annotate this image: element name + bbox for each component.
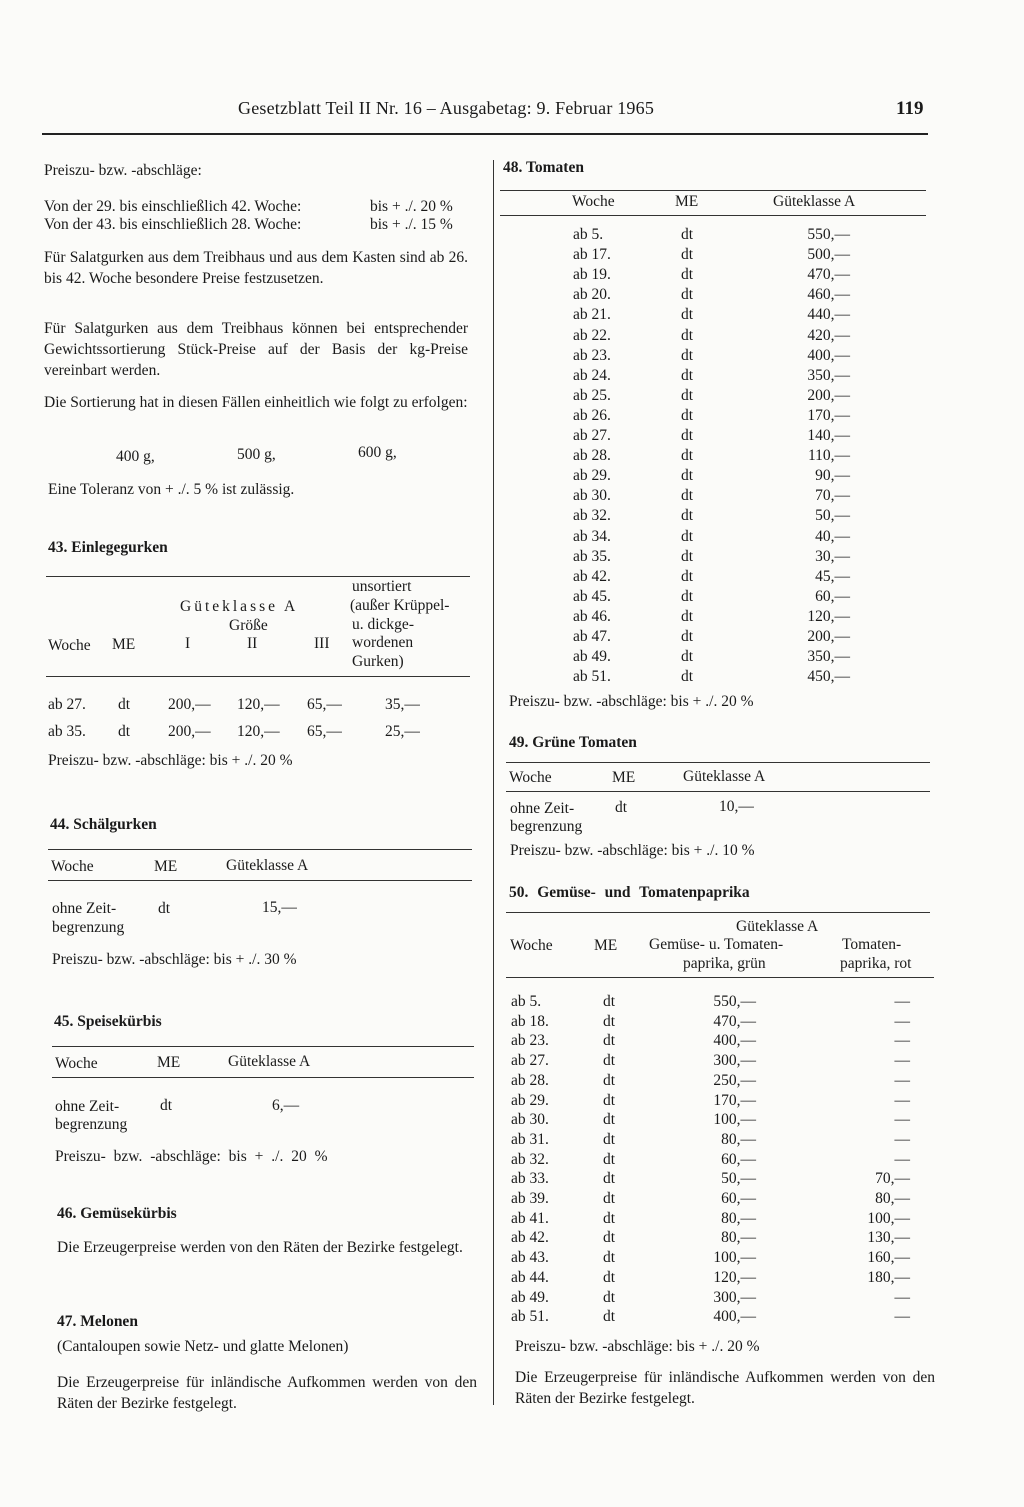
s50-text xyxy=(515,1367,935,1409)
section-43-title: 43. Einlegegurken xyxy=(48,539,168,556)
table-cell-red: — xyxy=(894,993,910,1010)
table-cell-red: 130,— xyxy=(867,1229,910,1247)
table-cell-woche: ab 49. xyxy=(573,648,611,666)
s44-header-gueteklasse: Güteklasse A xyxy=(226,857,309,874)
table-cell-red: — xyxy=(894,1071,910,1089)
table-cell-woche: ab 30. xyxy=(573,487,611,505)
table-cell-red: — xyxy=(894,1150,910,1168)
paragraph-salatgurken-1 xyxy=(44,247,468,289)
table-cell-me: dt xyxy=(603,1268,616,1286)
table-cell-woche: ab 27. xyxy=(48,696,86,713)
table-cell-value: 500,— xyxy=(807,246,850,264)
table-cell-value: 110,— xyxy=(807,447,850,465)
table-cell-me: dt xyxy=(681,266,694,284)
table-cell-value: 30,— xyxy=(815,547,850,565)
s43-header-unsortiert-5: Gurken) xyxy=(352,653,404,670)
table-rule xyxy=(48,880,472,881)
s44-row-value: 15,— xyxy=(262,899,297,916)
table-cell-me: dt xyxy=(603,1052,616,1070)
table-cell-red: 100,— xyxy=(867,1209,910,1227)
table-cell-green: 50,— xyxy=(721,1170,756,1188)
table-cell-woche: ab 49. xyxy=(511,1288,549,1306)
table-cell-unsortiert: 35,— xyxy=(385,696,420,713)
table-cell-value: 470,— xyxy=(807,266,850,284)
table-cell-me: dt xyxy=(681,447,694,465)
s48-note: Preiszu- bzw. -abschläge: bis + ./. 20 % xyxy=(509,693,754,710)
table-cell-unsortiert: 25,— xyxy=(385,723,420,740)
section-47-subtitle: (Cantaloupen sowie Netz- und glatte Melonen) xyxy=(57,1338,349,1355)
section-45-title: 45. Speisekürbis xyxy=(54,1013,162,1030)
table-cell-me: dt xyxy=(681,366,694,384)
table-cell-red: — xyxy=(894,1130,910,1148)
intro-line2-label: Von der 43. bis einschließlich 28. Woche: xyxy=(44,216,302,233)
s43-header-unsortiert-4: wordenen xyxy=(352,634,414,651)
table-cell-value: 550,— xyxy=(807,226,850,243)
table-cell-woche: ab 31. xyxy=(511,1130,549,1148)
table-cell-iii: 65,— xyxy=(307,696,342,713)
table-cell-me: dt xyxy=(681,507,694,525)
table-cell-value: 90,— xyxy=(815,467,850,485)
table-cell-woche: ab 43. xyxy=(511,1249,549,1267)
table-cell-woche: ab 32. xyxy=(573,507,611,525)
table-cell-woche: ab 45. xyxy=(573,587,611,605)
table-cell-green: 400,— xyxy=(713,1308,756,1326)
table-cell-woche: ab 29. xyxy=(511,1091,549,1109)
weight-600: 600 g, xyxy=(358,444,397,461)
table-cell-green: 170,— xyxy=(713,1091,756,1109)
table-cell-green: 550,— xyxy=(713,993,756,1010)
table-cell-woche: ab 51. xyxy=(511,1308,549,1326)
table-cell-value: 170,— xyxy=(807,406,850,424)
table-cell-value: 350,— xyxy=(807,648,850,666)
table-cell-woche: ab 34. xyxy=(573,527,611,545)
table-cell-me: dt xyxy=(681,427,694,444)
intro-block xyxy=(44,160,468,181)
table-cell-me: dt xyxy=(681,567,694,585)
table-cell-woche: ab 28. xyxy=(511,1071,549,1089)
table-cell-me: dt xyxy=(681,648,694,666)
table-cell-woche: ab 42. xyxy=(511,1229,549,1247)
table-rule xyxy=(48,849,472,850)
s44-header-me: ME xyxy=(154,858,178,875)
table-cell-red: 80,— xyxy=(875,1190,910,1207)
table-cell-me: dt xyxy=(681,527,694,545)
table-rule xyxy=(46,676,470,677)
table-cell-value: 400,— xyxy=(807,346,850,364)
page-header-title: Gesetzblatt Teil II Nr. 16 – Ausgabetag: 9. Februar 1965 xyxy=(238,98,655,118)
table-cell-me: dt xyxy=(681,246,694,264)
table-cell-green: 250,— xyxy=(713,1071,756,1089)
table-cell-woche: ab 28. xyxy=(573,447,611,465)
s44-header-woche: Woche xyxy=(51,858,94,875)
s43-header-unsortiert-2: (außer Krüppel- xyxy=(350,597,450,614)
table-cell-woche: ab 35. xyxy=(48,723,86,740)
s49-row-me: dt xyxy=(615,799,628,816)
paragraph-salatgurken-2 xyxy=(44,318,468,381)
table-rule xyxy=(506,762,930,763)
s43-note: Preiszu- bzw. -abschläge: bis + ./. 20 % xyxy=(48,752,293,769)
table-cell-value: 420,— xyxy=(807,326,850,344)
s45-header-woche: Woche xyxy=(55,1055,98,1072)
table-cell-me: dt xyxy=(681,587,694,605)
s43-header-unsortiert-1: unsortiert xyxy=(352,578,412,595)
section-50-title: 50. Gemüse- und Tomatenpaprika xyxy=(509,884,750,901)
s43-header-woche: Woche xyxy=(48,637,91,654)
s49-row-woche-1: ohne Zeit- xyxy=(510,800,575,817)
table-cell-woche: ab 23. xyxy=(511,1032,549,1050)
table-cell-me: dt xyxy=(603,1032,616,1050)
table-cell-red: — xyxy=(894,1052,910,1070)
table-cell-value: 45,— xyxy=(815,567,850,585)
table-cell-me: dt xyxy=(603,1170,616,1188)
table-cell-me: dt xyxy=(603,1130,616,1148)
paragraph-sortierung xyxy=(44,392,468,413)
weight-400: 400 g, xyxy=(116,448,155,465)
table-cell-i: 200,— xyxy=(168,723,211,740)
s43-header-gueteklasse: Güteklasse A xyxy=(180,598,299,615)
table-cell-me: dt xyxy=(603,1229,616,1247)
s49-row-value: 10,— xyxy=(719,798,754,815)
table-rule xyxy=(506,791,930,792)
table-cell-green: 80,— xyxy=(721,1209,756,1227)
table-cell-green: 300,— xyxy=(713,1052,756,1070)
table-cell-woche: ab 5. xyxy=(573,226,604,243)
table-cell-me: dt xyxy=(681,346,694,364)
table-cell-green: 400,— xyxy=(713,1032,756,1050)
s50-header-me: ME xyxy=(594,937,618,954)
s45-row-woche-1: ohne Zeit- xyxy=(55,1098,120,1115)
paragraph-text: Die Erzeugerpreise für inländische Aufkommen werden von den Räten der Bezirke festgelegt. xyxy=(57,1374,477,1412)
table-cell-me: dt xyxy=(603,1249,616,1267)
table-cell-woche: ab 44. xyxy=(511,1268,549,1286)
table-cell-green: 80,— xyxy=(721,1229,756,1247)
table-rule xyxy=(500,190,926,191)
table-cell-red: — xyxy=(894,1091,910,1109)
table-rule xyxy=(52,1046,474,1047)
table-cell-green: 80,— xyxy=(721,1130,756,1148)
section-46-text xyxy=(57,1237,477,1258)
table-cell-value: 200,— xyxy=(807,386,850,404)
table-cell-value: 120,— xyxy=(807,607,850,625)
table-cell-woche: ab 33. xyxy=(511,1170,549,1188)
section-49-title: 49. Grüne Tomaten xyxy=(509,734,637,751)
table-cell-green: 120,— xyxy=(713,1268,756,1286)
table-cell-me: dt xyxy=(681,628,694,645)
table-cell-green: 100,— xyxy=(713,1249,756,1267)
table-cell-woche: ab 32. xyxy=(511,1150,549,1168)
s49-note: Preiszu- bzw. -abschläge: bis + ./. 10 % xyxy=(510,842,755,859)
table-cell-woche: ab 46. xyxy=(573,607,611,625)
s49-header-woche: Woche xyxy=(509,769,552,786)
table-cell-green: 300,— xyxy=(713,1288,756,1306)
s50-header-red-1: Tomaten- xyxy=(842,936,902,953)
table-cell-value: 70,— xyxy=(815,487,850,505)
table-cell-value: 60,— xyxy=(815,587,850,605)
table-cell-ii: 120,— xyxy=(237,696,280,713)
table-cell-green: 100,— xyxy=(713,1111,756,1129)
table-cell-me: dt xyxy=(681,286,694,304)
table-cell-woche: ab 18. xyxy=(511,1012,549,1030)
table-cell-value: 140,— xyxy=(807,427,850,444)
s44-note: Preiszu- bzw. -abschläge: bis + ./. 30 % xyxy=(52,951,297,968)
table-cell-green: 470,— xyxy=(713,1012,756,1030)
s49-header-me: ME xyxy=(612,769,636,786)
paragraph-text: Die Sortierung hat in diesen Fällen einheitlich wie folgt zu erfolgen: xyxy=(44,394,468,411)
s50-header-gueteklasse: Güteklasse A xyxy=(736,918,819,935)
table-cell-me: dt xyxy=(681,547,694,565)
table-cell-red: 160,— xyxy=(867,1249,910,1267)
s50-note: Preiszu- bzw. -abschläge: bis + ./. 20 % xyxy=(515,1338,760,1355)
table-rule xyxy=(500,215,926,216)
table-cell-red: 70,— xyxy=(875,1170,910,1188)
table-cell-me: dt xyxy=(603,1012,616,1030)
table-cell-i: 200,— xyxy=(168,696,211,713)
table-cell-me: dt xyxy=(118,696,131,713)
table-cell-woche: ab 26. xyxy=(573,406,611,424)
table-cell-woche: ab 22. xyxy=(573,326,611,344)
table-cell-woche: ab 5. xyxy=(511,993,542,1010)
table-cell-me: dt xyxy=(603,1071,616,1089)
table-cell-red: — xyxy=(894,1032,910,1050)
s43-header-unsortiert-3: u. dickge- xyxy=(352,616,414,633)
s44-row-woche-1: ohne Zeit- xyxy=(52,900,117,917)
table-cell-value: 440,— xyxy=(807,306,850,324)
table-cell-woche: ab 21. xyxy=(573,306,611,324)
s43-header-iii: III xyxy=(314,635,330,652)
table-cell-woche: ab 23. xyxy=(573,346,611,364)
table-cell-red: — xyxy=(894,1288,910,1306)
table-rule xyxy=(52,1077,474,1078)
table-cell-red: 180,— xyxy=(867,1268,910,1286)
paragraph-text: Die Erzeugerpreise für inländische Aufkommen werden von den Räten der Bezirke festgelegt. xyxy=(515,1369,935,1407)
table-cell-me: dt xyxy=(603,1288,616,1306)
s49-row-woche-2: begrenzung xyxy=(510,818,583,835)
table-cell-me: dt xyxy=(681,306,694,324)
table-cell-me: dt xyxy=(681,607,694,625)
section-47-title: 47. Melonen xyxy=(57,1313,138,1330)
table-cell-woche: ab 20. xyxy=(573,286,611,304)
s45-note: Preiszu- bzw. -abschläge: bis + ./. 20 % xyxy=(55,1148,328,1165)
table-cell-red: — xyxy=(894,1111,910,1129)
s50-header-woche: Woche xyxy=(510,937,553,954)
s50-header-green-2: paprika, grün xyxy=(683,955,766,972)
table-cell-me: dt xyxy=(603,1111,616,1129)
table-cell-me: dt xyxy=(681,386,694,404)
page-number: 119 xyxy=(896,98,924,119)
table-cell-me: dt xyxy=(603,1091,616,1109)
s45-header-me: ME xyxy=(157,1054,181,1071)
section-48-title: 48. Tomaten xyxy=(503,159,584,176)
table-rule xyxy=(506,977,934,978)
intro-line1-label: Von der 29. bis einschließlich 42. Woche: xyxy=(44,198,302,215)
s44-row-woche-2: begrenzung xyxy=(52,919,125,936)
header-rule xyxy=(42,133,928,135)
table-cell-me: dt xyxy=(681,467,694,485)
table-cell-me: dt xyxy=(603,1190,616,1207)
table-cell-value: 450,— xyxy=(807,668,850,686)
table-cell-woche: ab 27. xyxy=(573,427,611,444)
table-cell-me: dt xyxy=(681,487,694,505)
intro-line2-value: bis + ./. 15 % xyxy=(370,216,453,233)
s45-row-value: 6,— xyxy=(272,1097,300,1114)
s44-row-me: dt xyxy=(158,900,171,917)
table-rule xyxy=(506,912,930,913)
s48-header-gueteklasse: Güteklasse A xyxy=(773,193,856,210)
paragraph-text: Für Salatgurken aus dem Treibhaus können bei entsprechender Gewichtssortierung Stück-Preise auf der Basis der kg-Preise vereinbart werden. xyxy=(44,320,468,379)
table-cell-woche: ab 19. xyxy=(573,266,611,284)
s43-header-i: I xyxy=(185,635,191,652)
s45-header-gueteklasse: Güteklasse A xyxy=(228,1053,311,1070)
intro-heading: Preiszu- bzw. -abschläge: xyxy=(44,162,202,179)
table-cell-me: dt xyxy=(681,226,694,243)
table-cell-me: dt xyxy=(681,326,694,344)
s48-header-me: ME xyxy=(675,193,699,210)
table-cell-me: dt xyxy=(603,1150,616,1168)
s50-header-green-1: Gemüse- u. Tomaten- xyxy=(649,936,784,953)
table-cell-woche: ab 35. xyxy=(573,547,611,565)
table-cell-woche: ab 47. xyxy=(573,628,611,645)
table-cell-red: — xyxy=(894,1012,910,1030)
s48-header-woche: Woche xyxy=(572,193,615,210)
table-cell-woche: ab 29. xyxy=(573,467,611,485)
column-divider xyxy=(493,160,494,1405)
table-rule xyxy=(46,576,470,577)
table-cell-me: dt xyxy=(118,723,131,740)
s43-header-me: ME xyxy=(112,636,136,653)
paragraph-text: Für Salatgurken aus dem Treibhaus und aus dem Kasten sind ab 26. bis 42. Woche besondere Preise festzusetzen. xyxy=(44,249,468,287)
table-cell-me: dt xyxy=(681,668,694,686)
table-cell-me: dt xyxy=(603,993,616,1010)
table-cell-woche: ab 30. xyxy=(511,1111,549,1129)
table-cell-value: 50,— xyxy=(815,507,850,525)
table-cell-woche: ab 25. xyxy=(573,386,611,404)
weight-500: 500 g, xyxy=(237,446,276,463)
table-cell-value: 460,— xyxy=(807,286,850,304)
section-44-title: 44. Schälgurken xyxy=(50,816,157,833)
table-cell-woche: ab 41. xyxy=(511,1209,549,1227)
table-cell-value: 40,— xyxy=(815,527,850,545)
intro-line1-value: bis + ./. 20 % xyxy=(370,198,453,215)
table-cell-green: 60,— xyxy=(721,1150,756,1168)
table-cell-iii: 65,— xyxy=(307,723,342,740)
s43-header-ii: II xyxy=(247,635,258,652)
s45-row-woche-2: begrenzung xyxy=(55,1116,128,1133)
table-cell-woche: ab 24. xyxy=(573,366,611,384)
table-cell-value: 350,— xyxy=(807,366,850,384)
table-cell-woche: ab 27. xyxy=(511,1052,549,1070)
table-cell-ii: 120,— xyxy=(237,723,280,740)
paragraph-text: Die Erzeugerpreise werden von den Räten der Bezirke festgelegt. xyxy=(57,1239,463,1256)
table-cell-me: dt xyxy=(603,1308,616,1326)
s50-header-red-2: paprika, rot xyxy=(840,955,912,972)
table-cell-woche: ab 42. xyxy=(573,567,611,585)
table-cell-me: dt xyxy=(681,406,694,424)
tolerance-note: Eine Toleranz von + ./. 5 % ist zulässig. xyxy=(48,481,295,498)
section-47-text xyxy=(57,1372,477,1414)
s43-header-groesse: Größe xyxy=(229,617,268,634)
table-cell-woche: ab 51. xyxy=(573,668,611,686)
section-46-title: 46. Gemüsekürbis xyxy=(57,1205,177,1222)
s45-row-me: dt xyxy=(160,1097,173,1114)
table-cell-woche: ab 39. xyxy=(511,1190,549,1207)
table-cell-green: 60,— xyxy=(721,1190,756,1207)
table-cell-woche: ab 17. xyxy=(573,246,611,264)
table-cell-red: — xyxy=(894,1308,910,1326)
table-cell-value: 200,— xyxy=(807,628,850,645)
table-cell-me: dt xyxy=(603,1209,616,1227)
s49-header-gueteklasse: Güteklasse A xyxy=(683,768,766,785)
